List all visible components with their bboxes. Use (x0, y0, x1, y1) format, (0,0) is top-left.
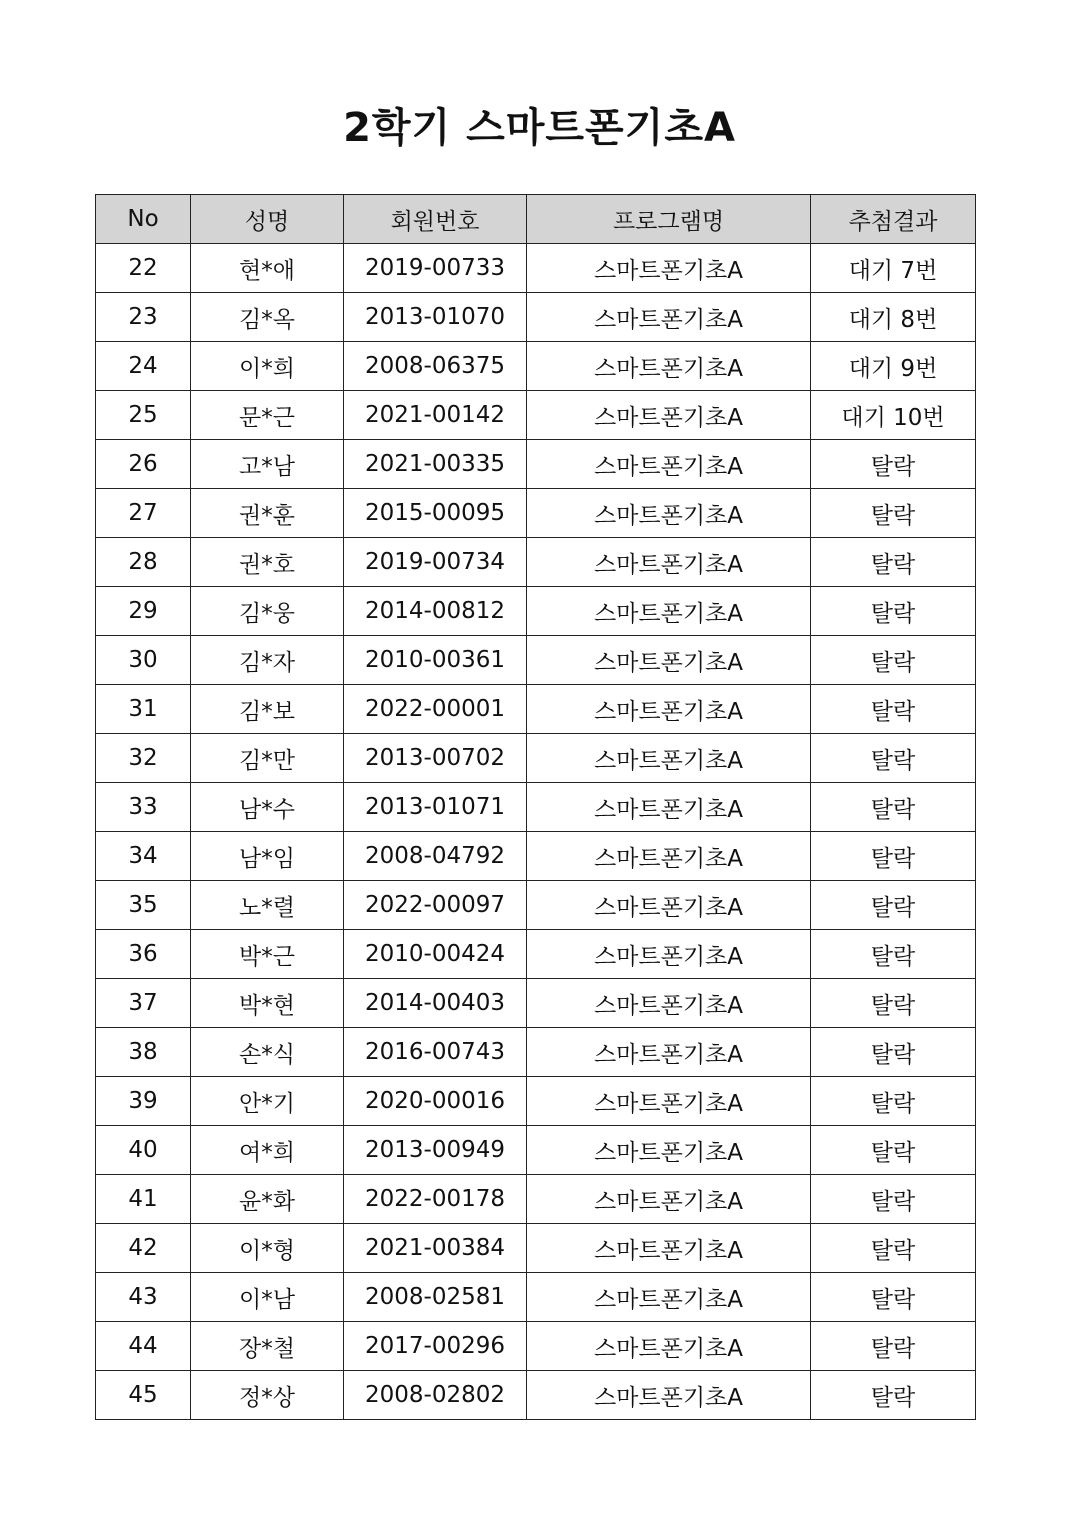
cell-draw-result: 탈락 (811, 1028, 976, 1077)
cell-program-name: 스마트폰기초A (527, 293, 811, 342)
cell-name: 윤*화 (191, 1175, 344, 1224)
cell-member-number: 2008-02581 (344, 1273, 527, 1322)
table-row (96, 881, 976, 930)
cell-name: 박*근 (191, 930, 344, 979)
cell-name: 권*훈 (191, 489, 344, 538)
cell-draw-result: 탈락 (811, 734, 976, 783)
column-header-no: No (96, 195, 191, 244)
cell-name: 정*상 (191, 1371, 344, 1420)
table-row (96, 1028, 976, 1077)
cell-member-number: 2010-00424 (344, 930, 527, 979)
table-body (96, 244, 976, 1420)
cell-program-name: 스마트폰기초A (527, 1028, 811, 1077)
cell-draw-result: 탈락 (811, 930, 976, 979)
cell-program-name: 스마트폰기초A (527, 930, 811, 979)
cell-program-name: 스마트폰기초A (527, 832, 811, 881)
cell-draw-result: 탈락 (811, 1322, 976, 1371)
cell-program-name: 스마트폰기초A (527, 587, 811, 636)
cell-no: 25 (96, 391, 191, 440)
cell-member-number: 2008-04792 (344, 832, 527, 881)
cell-draw-result: 탈락 (811, 1273, 976, 1322)
table-row (96, 440, 976, 489)
cell-name: 이*형 (191, 1224, 344, 1273)
cell-member-number: 2021-00384 (344, 1224, 527, 1273)
cell-no: 40 (96, 1126, 191, 1175)
cell-no: 33 (96, 783, 191, 832)
cell-no: 44 (96, 1322, 191, 1371)
table-row (96, 1077, 976, 1126)
table-row (96, 734, 976, 783)
cell-no: 26 (96, 440, 191, 489)
cell-name: 현*애 (191, 244, 344, 293)
cell-no: 39 (96, 1077, 191, 1126)
table-header-row (96, 195, 976, 244)
cell-member-number: 2022-00001 (344, 685, 527, 734)
cell-draw-result: 탈락 (811, 1175, 976, 1224)
cell-member-number: 2019-00733 (344, 244, 527, 293)
cell-name: 박*현 (191, 979, 344, 1028)
cell-member-number: 2022-00178 (344, 1175, 527, 1224)
cell-draw-result: 대기 8번 (811, 293, 976, 342)
cell-no: 29 (96, 587, 191, 636)
cell-member-number: 2021-00142 (344, 391, 527, 440)
cell-member-number: 2017-00296 (344, 1322, 527, 1371)
cell-program-name: 스마트폰기초A (527, 636, 811, 685)
cell-name: 권*호 (191, 538, 344, 587)
cell-member-number: 2013-01070 (344, 293, 527, 342)
cell-no: 38 (96, 1028, 191, 1077)
cell-draw-result: 탈락 (811, 832, 976, 881)
table-row (96, 1175, 976, 1224)
cell-member-number: 2019-00734 (344, 538, 527, 587)
cell-draw-result: 탈락 (811, 1126, 976, 1175)
cell-name: 남*임 (191, 832, 344, 881)
cell-program-name: 스마트폰기초A (527, 1175, 811, 1224)
cell-draw-result: 탈락 (811, 1224, 976, 1273)
cell-program-name: 스마트폰기초A (527, 734, 811, 783)
cell-name: 고*남 (191, 440, 344, 489)
cell-draw-result: 탈락 (811, 587, 976, 636)
column-header-name: 성명 (191, 195, 344, 244)
cell-no: 23 (96, 293, 191, 342)
cell-member-number: 2008-02802 (344, 1371, 527, 1420)
table-row (96, 538, 976, 587)
cell-name: 김*자 (191, 636, 344, 685)
cell-no: 22 (96, 244, 191, 293)
cell-program-name: 스마트폰기초A (527, 1126, 811, 1175)
cell-name: 남*수 (191, 783, 344, 832)
column-header-member-number: 회원번호 (344, 195, 527, 244)
cell-draw-result: 탈락 (811, 1371, 976, 1420)
cell-no: 36 (96, 930, 191, 979)
table-row (96, 489, 976, 538)
cell-member-number: 2010-00361 (344, 636, 527, 685)
cell-no: 24 (96, 342, 191, 391)
cell-draw-result: 탈락 (811, 440, 976, 489)
cell-member-number: 2015-00095 (344, 489, 527, 538)
cell-member-number: 2013-00702 (344, 734, 527, 783)
table-row (96, 783, 976, 832)
cell-member-number: 2021-00335 (344, 440, 527, 489)
cell-name: 이*희 (191, 342, 344, 391)
table-row (96, 391, 976, 440)
cell-no: 41 (96, 1175, 191, 1224)
cell-no: 34 (96, 832, 191, 881)
cell-no: 28 (96, 538, 191, 587)
table-row (96, 1126, 976, 1175)
cell-program-name: 스마트폰기초A (527, 244, 811, 293)
cell-program-name: 스마트폰기초A (527, 979, 811, 1028)
cell-draw-result: 탈락 (811, 1077, 976, 1126)
cell-program-name: 스마트폰기초A (527, 391, 811, 440)
cell-program-name: 스마트폰기초A (527, 1077, 811, 1126)
cell-no: 43 (96, 1273, 191, 1322)
cell-program-name: 스마트폰기초A (527, 1224, 811, 1273)
cell-draw-result: 대기 7번 (811, 244, 976, 293)
table-row (96, 979, 976, 1028)
cell-program-name: 스마트폰기초A (527, 783, 811, 832)
cell-program-name: 스마트폰기초A (527, 342, 811, 391)
lottery-results-table (95, 194, 976, 1420)
cell-name: 이*남 (191, 1273, 344, 1322)
cell-program-name: 스마트폰기초A (527, 1322, 811, 1371)
table-row (96, 1224, 976, 1273)
cell-name: 문*근 (191, 391, 344, 440)
cell-name: 안*기 (191, 1077, 344, 1126)
column-header-draw-result: 추첨결과 (811, 195, 976, 244)
cell-name: 장*철 (191, 1322, 344, 1371)
table-row (96, 1371, 976, 1420)
cell-no: 31 (96, 685, 191, 734)
cell-name: 김*보 (191, 685, 344, 734)
cell-draw-result: 탈락 (811, 636, 976, 685)
cell-member-number: 2020-00016 (344, 1077, 527, 1126)
cell-name: 노*렬 (191, 881, 344, 930)
cell-program-name: 스마트폰기초A (527, 685, 811, 734)
table-row (96, 636, 976, 685)
cell-no: 45 (96, 1371, 191, 1420)
cell-draw-result: 대기 9번 (811, 342, 976, 391)
table-row (96, 342, 976, 391)
cell-member-number: 2008-06375 (344, 342, 527, 391)
cell-draw-result: 탈락 (811, 685, 976, 734)
cell-no: 37 (96, 979, 191, 1028)
cell-draw-result: 탈락 (811, 538, 976, 587)
cell-member-number: 2013-01071 (344, 783, 527, 832)
cell-member-number: 2014-00812 (344, 587, 527, 636)
cell-member-number: 2022-00097 (344, 881, 527, 930)
cell-member-number: 2016-00743 (344, 1028, 527, 1077)
cell-no: 42 (96, 1224, 191, 1273)
cell-name: 여*희 (191, 1126, 344, 1175)
cell-no: 27 (96, 489, 191, 538)
cell-draw-result: 탈락 (811, 783, 976, 832)
cell-program-name: 스마트폰기초A (527, 1371, 811, 1420)
cell-program-name: 스마트폰기초A (527, 538, 811, 587)
page-title: 2학기 스마트폰기초A (343, 105, 736, 151)
table-row (96, 685, 976, 734)
cell-name: 김*만 (191, 734, 344, 783)
table-row (96, 1322, 976, 1371)
cell-program-name: 스마트폰기초A (527, 1273, 811, 1322)
table-row (96, 832, 976, 881)
cell-draw-result: 탈락 (811, 979, 976, 1028)
table-row (96, 587, 976, 636)
cell-name: 김*웅 (191, 587, 344, 636)
cell-draw-result: 대기 10번 (811, 391, 976, 440)
cell-program-name: 스마트폰기초A (527, 489, 811, 538)
cell-name: 김*옥 (191, 293, 344, 342)
column-header-program-name: 프로그램명 (527, 195, 811, 244)
cell-member-number: 2013-00949 (344, 1126, 527, 1175)
cell-name: 손*식 (191, 1028, 344, 1077)
cell-program-name: 스마트폰기초A (527, 440, 811, 489)
cell-program-name: 스마트폰기초A (527, 881, 811, 930)
cell-no: 30 (96, 636, 191, 685)
cell-no: 32 (96, 734, 191, 783)
cell-member-number: 2014-00403 (344, 979, 527, 1028)
table-row (96, 244, 976, 293)
table-row (96, 1273, 976, 1322)
cell-draw-result: 탈락 (811, 881, 976, 930)
table-row (96, 930, 976, 979)
cell-draw-result: 탈락 (811, 489, 976, 538)
cell-no: 35 (96, 881, 191, 930)
table-row (96, 293, 976, 342)
